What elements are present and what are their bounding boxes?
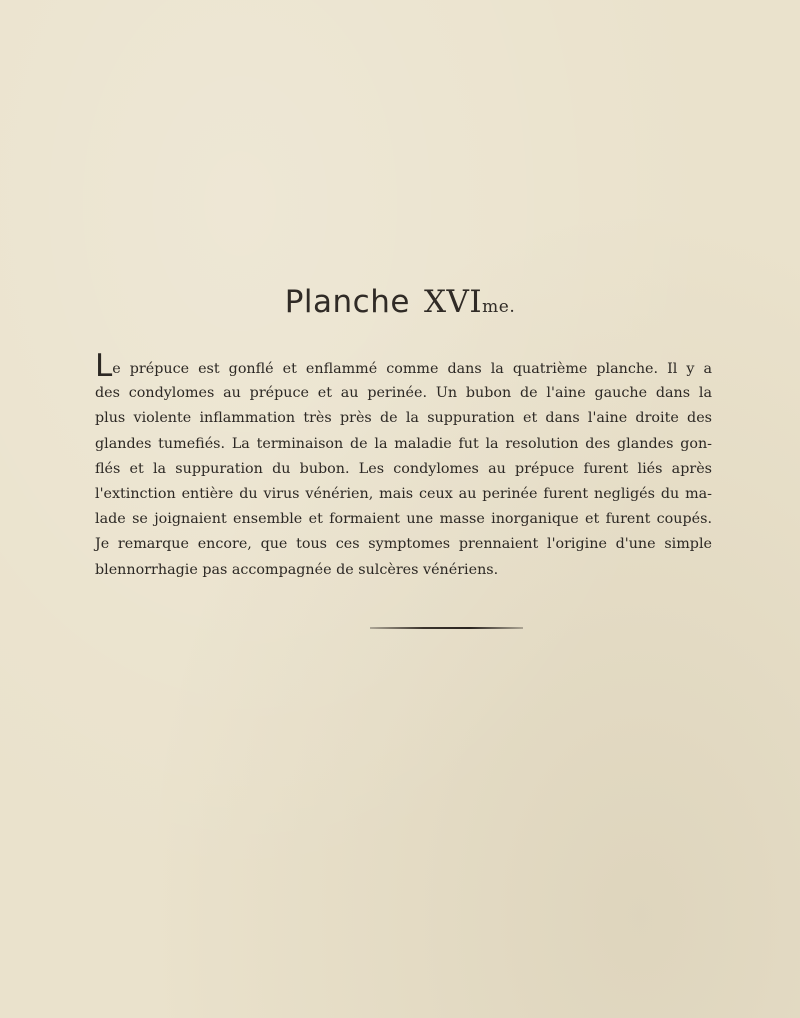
text-line-2: des condylomes au prépuce et au perinée. Un bubon de l'aine gauche dans la [95,385,712,402]
text-line-3: plus violente inflammation très près de la suppuration et dans l'aine droite des [95,410,712,427]
text-line-1-content: e prépuce est gonflé et enflammé comme dans la quatrième planche. Il y a [112,361,712,377]
text-line-9: blennorrhagie pas accompagnée de sulcères vénériens. [95,561,499,578]
text-line-5: flés et la suppuration du bubon. Les condylomes au prépuce furent liés après [95,460,712,477]
text-line-1 [95,348,712,384]
heading-title: Planche [284,284,410,320]
drop-cap: L [95,348,113,384]
heading-suffix: me. [482,297,516,317]
text-line-6: l'extinction entière du virus vénérien, mais ceux au perinée furent negligés du ma- [95,485,712,502]
description-paragraph [95,348,712,583]
heading-numeral: XVI [423,284,483,320]
plate-heading [0,284,800,320]
text-line-7: lade se joignaient ensemble et formaient une masse inorganique et furent coupés. [95,511,712,528]
text-line-8: Je remarque encore, que tous ces symptomes prennaient l'origine d'une simple [95,536,712,553]
ornamental-rule [370,627,523,629]
text-line-4: glandes tumefiés. La terminaison de la maladie fut la resolution des glandes gon- [95,435,712,452]
